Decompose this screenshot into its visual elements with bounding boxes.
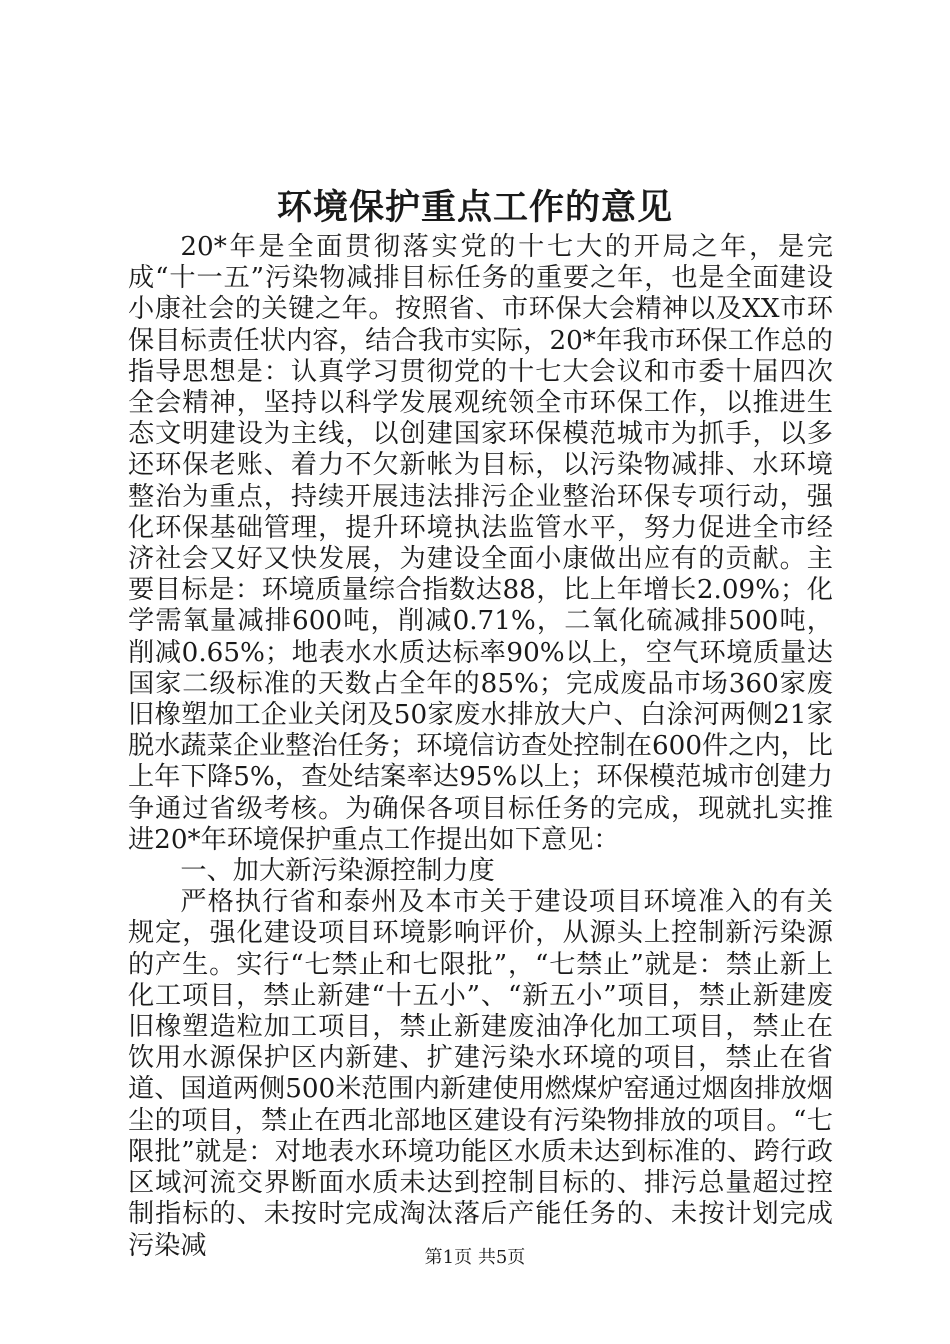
paragraph-section-1: 严格执行省和泰州及本市关于建设项目环境准入的有关规定，强化建设项目环境影响评价，从源头上控制新污染源的产生。实行“七禁止和七限批”，“七禁止”就是：禁止新上化工项目，禁止新建“十五小”、“新五小”项目，禁止新建废旧橡塑造粒加工项目，禁止新建废油净化加工项目，禁止在饮用水源保护区内新建、扩建污染水环境的项目，禁止在省道、国道两侧500米范围内新建使用燃煤炉窑通过烟囱排放烟尘的项目，禁止在西北部地区建设有污染物排放的项目。“七限批”就是：对地表水环境功能区水质未达到标准的、跨行政区域河流交界断面水质未达到控制目标的、排污总量超过控制指标的、未按时完成淘汰落后产能任务的、未按计划完成污染减 (128, 887, 833, 1261)
document-body (128, 232, 833, 1262)
document-title: 环境保护重点工作的意见 (276, 187, 673, 228)
section-heading-1: 一、加大新污染源控制力度 (180, 856, 495, 887)
paragraph-intro: 20*年是全面贯彻落实党的十七大的开局之年，是完成“十一五”污染物减排目标任务的重要之年，也是全面建设小康社会的关键之年。按照省、市环保大会精神以及XX市环保目标责任状内容，结合我市实际，20*年我市环保工作总的指导思想是：认真学习贯彻党的十七大会议和市委十届四次全会精神，坚持以科学发展观统领全市环保工作，以推进生态文明建设为主线，以创建国家环保模范城市为抓手，以多还环保老账、着力不欠新帐为目标，以污染物减排、水环境整治为重点，持续开展违法排污企业整治环保专项行动，强化环保基础管理，提升环境执法监管水平，努力促进全市经济社会又好又快发展，为建设全面小康做出应有的贡献。主要目标是：环境质量综合指数达88，比上年增长2.09%；化学需氧量减排600吨，削减0.71%，二氧化硫减排500吨，削减0.65%；地表水水质达标率90%以上，空气环境质量达国家二级标准的天数占全年的85%；完成废品市场360家废旧橡塑加工企业关闭及50家废水排放大户、白涂河两侧21家脱水蔬菜企业整治任务；环境信访查处控制在600件之内，比上年下降5%，查处结案率达95%以上；环保模范城市创建力争通过省级考核。为确保各项目标任务的完成，现就扎实推进20*年环境保护重点工作提出如下意见： (128, 232, 833, 855)
page-number-footer: 第1页 共5页 (424, 1247, 526, 1268)
